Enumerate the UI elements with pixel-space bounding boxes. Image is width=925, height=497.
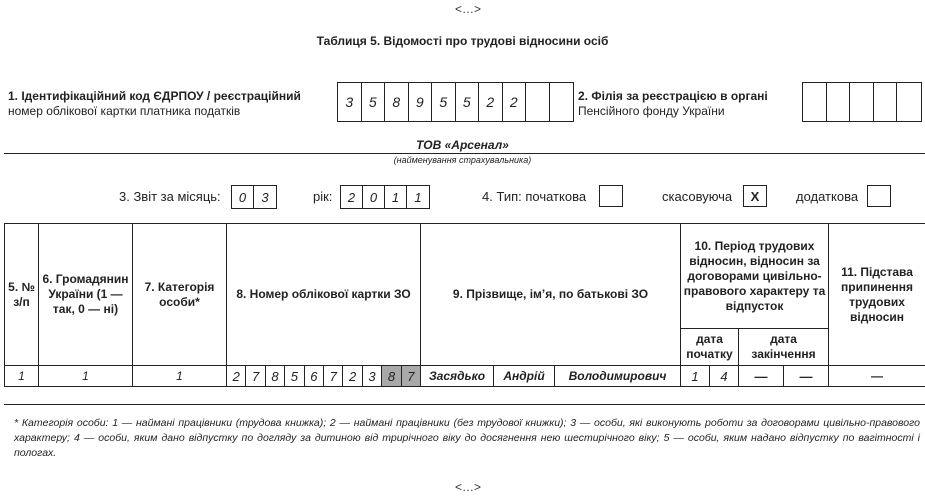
f1-digit: 8 <box>385 83 409 121</box>
cell-citizen[interactable]: 1 <box>39 366 133 387</box>
cell-end-date[interactable] <box>739 366 829 387</box>
end-digit: — <box>739 366 784 386</box>
footnote: * Категорія особи: 1 — наймані працівники (трудова книжка); 2 — наймані працівники (без трудової книжки); 3 — особи, які виконують роботи за договорами цивільно-правового характеру; 4 — особи, яким дано відпустку по догляду за дитиною від трирічного віку до досягнення нею шестирічного віку; 5 — особи, яким надано відпустку по вагітності і пологах. <box>14 417 920 459</box>
card-digit: 7 <box>402 366 420 386</box>
f1-digit: 2 <box>503 83 527 121</box>
f2-digit <box>874 83 898 121</box>
type-cancel-checkbox[interactable]: X <box>743 185 767 207</box>
f1-digit: 2 <box>479 83 503 121</box>
card-digit: 6 <box>305 366 324 386</box>
bottom-ellipsis: <…> <box>455 480 482 494</box>
cell-category[interactable]: 1 <box>133 366 227 387</box>
f1-digit <box>550 83 574 121</box>
start-digit: 4 <box>720 368 728 384</box>
additional-label: додаткова <box>796 189 859 204</box>
year-digit: 0 <box>363 186 385 208</box>
card-digit: 5 <box>285 366 304 386</box>
header-num: 5. № з/п <box>5 224 39 366</box>
year-label: рік: <box>313 189 333 204</box>
card-digit: 8 <box>382 366 401 386</box>
cancel-label: скасовуюча <box>662 189 733 204</box>
header-category: 7. Категорія особи* <box>133 224 227 366</box>
insurer-name: ТОВ «Арсенал» <box>416 138 509 152</box>
header-start-date: дата початку <box>681 329 739 366</box>
f1-digit: 5 <box>362 83 386 121</box>
month-cells[interactable] <box>231 185 277 209</box>
f1-digit: 5 <box>456 83 480 121</box>
f2-digit <box>897 83 921 121</box>
f2-digit <box>803 83 827 121</box>
month-digit: 3 <box>261 189 269 205</box>
cell-reason[interactable]: — <box>829 366 925 387</box>
field2-label <box>578 89 768 119</box>
start-digit: 1 <box>681 366 710 386</box>
patronymic: Володимирович <box>568 368 667 383</box>
header-citizen: 6. Громадянин України (1 — так, 0 — ні) <box>39 224 133 366</box>
type-initial-checkbox[interactable] <box>599 185 623 207</box>
cell-card[interactable] <box>227 366 421 387</box>
top-ellipsis: <…> <box>455 2 482 16</box>
f1-digit: 9 <box>409 83 433 121</box>
f2-digit <box>827 83 851 121</box>
header-end-date: дата закінчення <box>739 329 829 366</box>
cell-start-date[interactable] <box>681 366 739 387</box>
header-period: 10. Період трудових відносин, відносин за договорами цивільно-правового характеру та відпусток <box>681 224 829 329</box>
field2-label-bold: 2. Філія за реєстрацією в органі <box>578 89 768 103</box>
card-digit: 3 <box>363 366 382 386</box>
branch-code-cells[interactable] <box>802 82 922 122</box>
card-digit: 8 <box>266 366 285 386</box>
header-reason: 11. Підстава припинення трудових відносин <box>829 224 925 366</box>
edrpou-code-cells[interactable] <box>337 82 574 122</box>
year-digit: 1 <box>385 186 407 208</box>
field1-label-rest: номер облікової картки платника податків <box>8 104 241 118</box>
year-cells[interactable] <box>340 185 430 209</box>
first-name: Андрій <box>494 366 555 386</box>
cell-num[interactable]: 1 <box>5 366 39 387</box>
month-label: 3. Звіт за місяць: <box>119 189 221 204</box>
card-digit: 2 <box>343 366 362 386</box>
f2-digit <box>850 83 874 121</box>
month-digit: 0 <box>232 186 254 208</box>
field1-label <box>8 89 301 119</box>
header-card: 8. Номер облікової картки ЗО <box>227 224 421 366</box>
type-label: 4. Тип: початкова <box>482 189 587 204</box>
end-digit: — <box>799 368 813 384</box>
card-digit: 2 <box>227 366 246 386</box>
card-digit: 7 <box>246 366 265 386</box>
insurer-caption: (найменування страхувальника) <box>393 155 532 165</box>
header-fullname: 9. Прізвище, ім’я, по батькові ЗО <box>421 224 681 366</box>
cell-fullname[interactable] <box>421 366 681 387</box>
footnote-divider <box>4 404 925 405</box>
f1-digit: 3 <box>338 83 362 121</box>
employment-table <box>4 223 925 387</box>
surname: Засядько <box>421 366 494 386</box>
type-additional-checkbox[interactable] <box>867 185 891 207</box>
insurer-underline <box>4 153 925 154</box>
year-digit: 1 <box>414 189 422 205</box>
f1-digit: 5 <box>432 83 456 121</box>
field2-label-rest: Пенсійного фонду України <box>578 104 725 118</box>
field1-label-bold: 1. Ідентифікаційний код ЄДРПОУ / реєстраційний <box>8 89 301 103</box>
card-digit: 7 <box>324 366 343 386</box>
f1-digit <box>526 83 550 121</box>
page-title: Таблиця 5. Відомості про трудові відносини осіб <box>316 34 609 48</box>
year-digit: 2 <box>341 186 363 208</box>
